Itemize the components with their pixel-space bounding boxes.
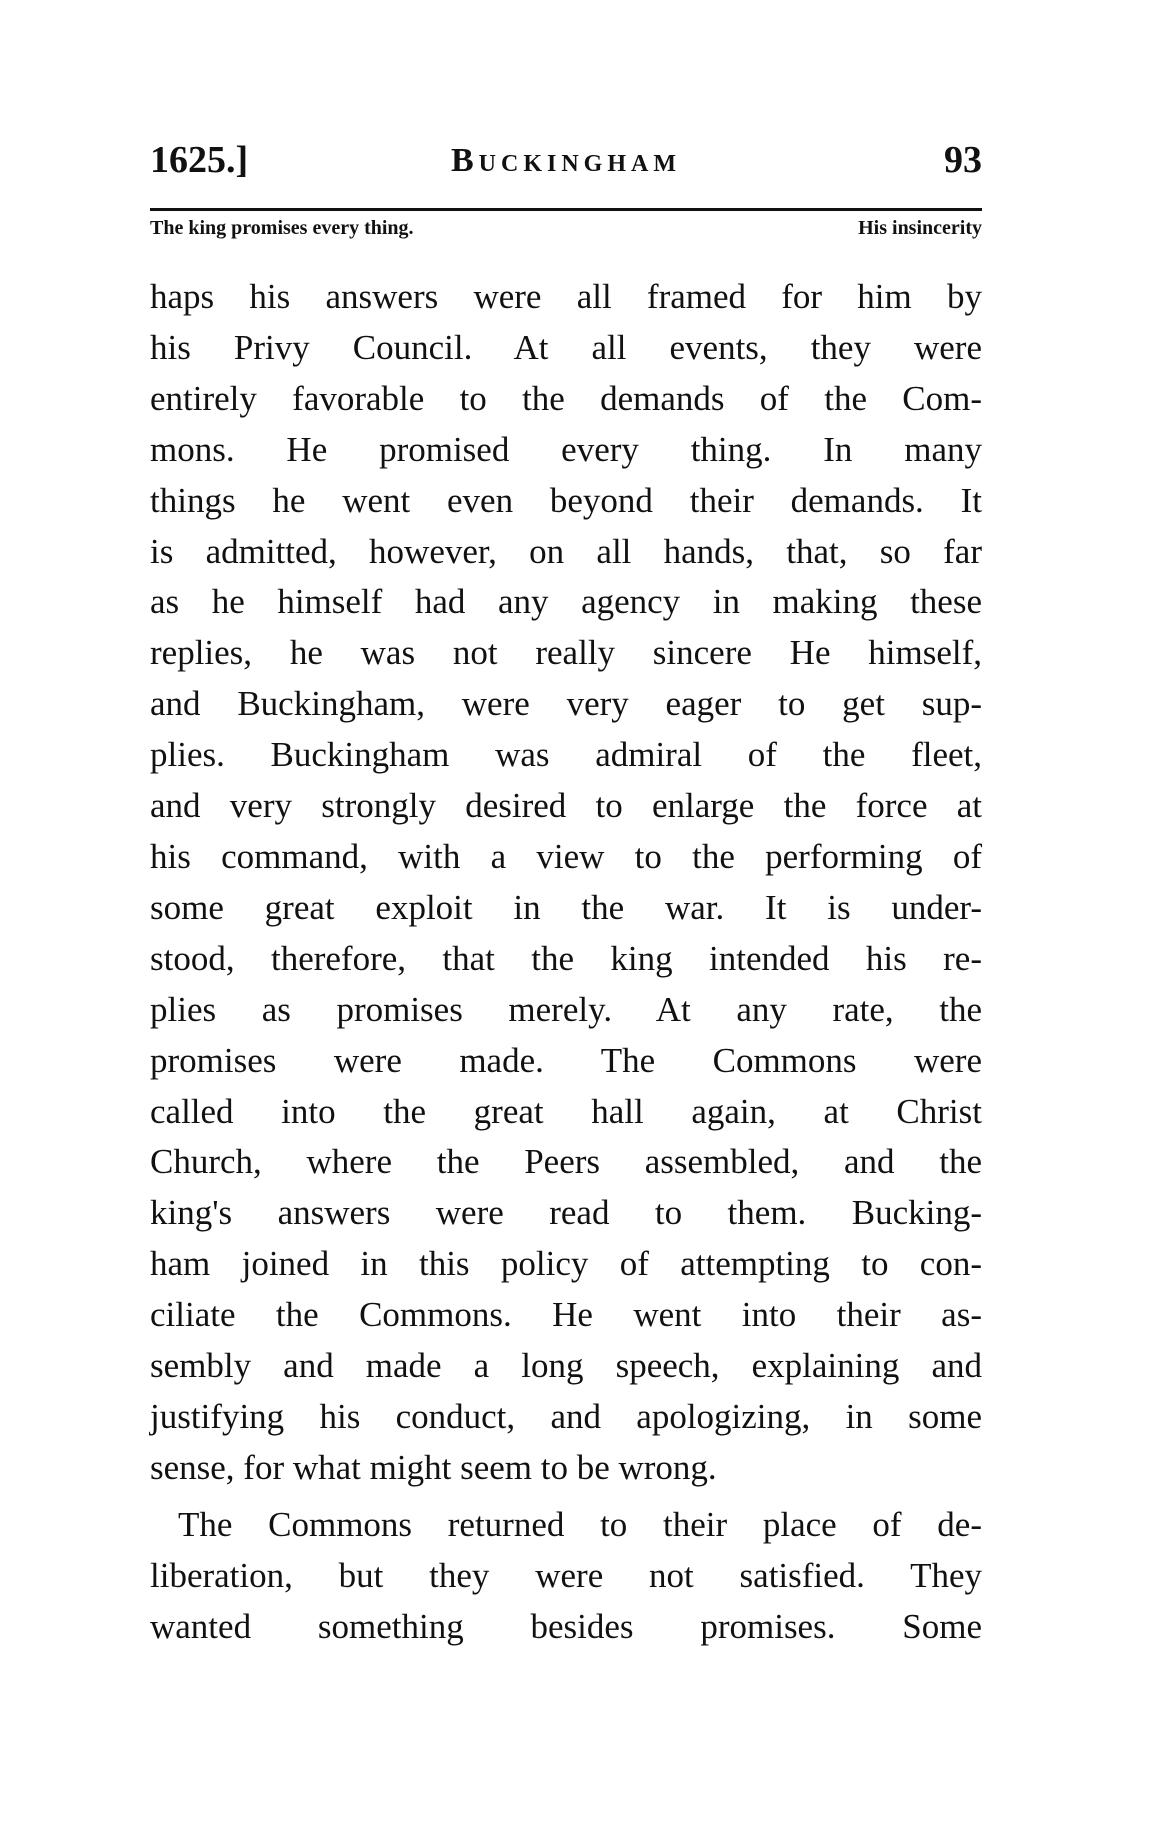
- header-title: Buckingham: [450, 142, 681, 179]
- text-line: and Buckingham, were very eager to get sup-: [150, 684, 982, 724]
- header-year: 1625.]: [150, 139, 249, 181]
- text-line: stood, therefore, that the king intended his re-: [150, 938, 982, 978]
- text-line: things he went even beyond their demands. It: [150, 480, 982, 520]
- paragraph-1: [150, 272, 982, 1494]
- text-line: sense, for what might seem to be wrong.: [150, 1447, 717, 1487]
- text-line: his Privy Council. At all events, they were: [150, 327, 982, 367]
- text-line: plies as promises merely. At any rate, the: [150, 989, 982, 1029]
- text-line: ciliate the Commons. He went into their as-: [150, 1295, 982, 1335]
- text-line: king's answers were read to them. Bucking-: [150, 1193, 982, 1233]
- text-line: wanted something besides promises. Some: [150, 1606, 982, 1646]
- text-line: mons. He promised every thing. In many: [150, 429, 982, 469]
- text-line: liberation, but they were not satisfied. They: [150, 1555, 982, 1595]
- body-text: [150, 272, 982, 1652]
- text-line: promises were made. The Commons were: [150, 1040, 982, 1080]
- text-line: plies. Buckingham was admiral of the fleet,: [150, 735, 982, 775]
- header-rule: [150, 208, 982, 211]
- running-header: [150, 138, 982, 188]
- text-line: his command, with a view to the performing of: [150, 836, 982, 876]
- right-subtitle: His insincerity: [858, 217, 982, 239]
- text-line: haps his answers were all framed for him by: [150, 277, 982, 316]
- text-line: and very strongly desired to enlarge the force at: [150, 786, 982, 826]
- text-line: is admitted, however, on all hands, that, so far: [150, 531, 982, 571]
- text-line: Church, where the Peers assembled, and the: [150, 1142, 982, 1182]
- text-line: some great exploit in the war. It is under-: [150, 887, 982, 927]
- text-line: called into the great hall again, at Christ: [150, 1091, 982, 1131]
- text-line: ham joined in this policy of attempting to con-: [150, 1244, 982, 1284]
- text-line: The Commons returned to their place of de-: [178, 1504, 982, 1544]
- text-line: justifying his conduct, and apologizing, in some: [150, 1396, 982, 1436]
- text-line: entirely favorable to the demands of the Com-: [150, 378, 982, 418]
- text-line: replies, he was not really sincere He himself,: [150, 633, 982, 673]
- left-subtitle: The king promises every thing.: [150, 217, 414, 239]
- text-line: sembly and made a long speech, explaining and: [150, 1346, 982, 1386]
- text-line: as he himself had any agency in making these: [150, 582, 982, 622]
- paragraph-2: [150, 1500, 982, 1653]
- page-number: 93: [944, 139, 982, 181]
